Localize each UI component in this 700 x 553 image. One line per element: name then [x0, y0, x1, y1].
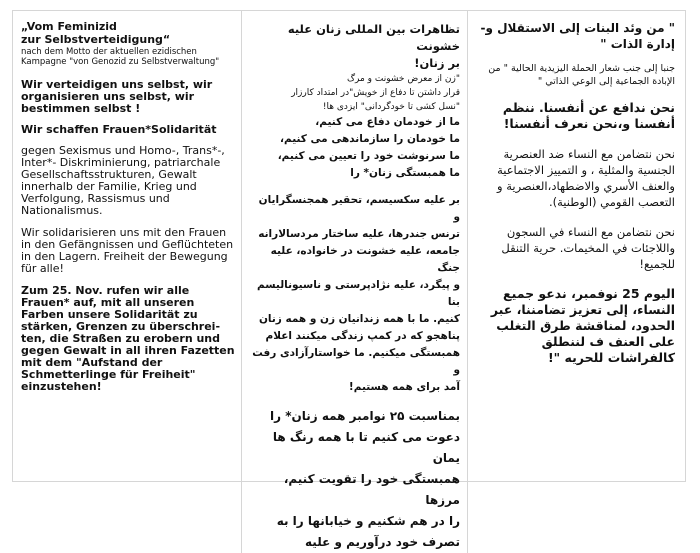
persian-against-line-1: بر علیه سکسیسم، تحقیر همجنسگرایان و	[258, 194, 460, 223]
persian-spacer-2	[250, 396, 460, 406]
arabic-solidarity-paragraph: نحن نتضامن مع النساء في السجون واللاجئات في المخيمات. حرية التنقل للجميع!	[501, 225, 675, 271]
persian-quote-line-3: "نسل کشی تا خودگردانی" ایزدی ها!	[322, 102, 460, 112]
persian-call-line-2: دعوت می کنیم تا با همه رنگ ها یمان	[272, 430, 460, 465]
german-call-to-action: Zum 25. Nov. rufen wir alle Frauen* auf, mit all unseren Farben unsere Solidarität zu stärken, Grenzen zu überschrei-ten, die Straßen zu erobern und gegen Gewalt in all ihren Fazetten mit dem "Aufstand der Schmetterlinge für Freiheit" einzustehen!	[21, 284, 235, 393]
arabic-campaign-note: جنبا إلى جنب شعار الحملة اليزيدية الحالية " من الإبادة الجماعية إلى الوعي الذاتي "	[488, 63, 675, 87]
persian-call-line-1: بمناسبت ۲۵ نوامبر همه زنان* را	[270, 409, 460, 423]
german-solidarity-paragraph: Wir solidarisieren uns mit den Frauen in den Gefängnissen und Geflüchteten in den Lagern. Freiheit der Bewegung für alle!	[21, 226, 234, 275]
persian-against-line-6: پناهجو که در کمپ زندگی میکنند اعلام	[265, 330, 460, 342]
german-column	[13, 11, 241, 553]
german-slogan: Wir verteidigen uns selbst, wir organisieren uns selbst, wir bestimmen selbst !	[21, 78, 213, 115]
persian-against-line-7: همبستگی میکنیم. ما خواستارآزادی رفت و	[252, 347, 460, 376]
persian-call-line-3: همبستگی خود را تقویت کنیم، مرزها	[283, 472, 460, 507]
german-against-paragraph: gegen Sexismus und Homo-, Trans*-, Inter*- Diskriminierung, patriarchale Gesellschaftsstrukturen, Gewalt innerhalb der Familie, Krieg und Verfolgung, Rassismus und Nationalismus.	[21, 144, 225, 217]
persian-against-line-5: کنیم. ما با همه زندانیان زن و همه زنان	[258, 313, 460, 325]
persian-slogan-line-4: ما همبستگی زنان* را	[350, 167, 460, 179]
arabic-call-to-action: اليوم 25 نوفمبر، ندعو جميع النساء، إلى تعزيز تضامننا، عبر الحدود، لمناقشة طرق التغلب على العنف ف لننطلق كالفراشات للحريه "!	[490, 286, 675, 365]
persian-slogan-line-2: ما خودمان را سازماندهی می کنیم،	[279, 133, 460, 145]
persian-title-line-1: تظاهرات بین المللی زنان علیه خشونت	[287, 22, 460, 53]
persian-against-line-8: آمد برای همه هستیم!	[348, 381, 460, 393]
german-title-line-1: „Vom Feminizid	[21, 20, 117, 33]
flyer-page	[12, 10, 686, 549]
german-title-line-2: zur Selbstverteidigung“	[21, 33, 171, 46]
persian-spacer	[250, 182, 460, 192]
persian-quote-line-1: "زن از معرض خشونت و مرگ	[346, 74, 460, 84]
arabic-column	[467, 11, 685, 553]
persian-against-line-4: و پیگرد، علیه نژادپرستی و ناسیونالیسم بنا	[257, 279, 460, 308]
persian-slogan-line-3: ما سرنوشت خود را تعیین می کنیم،	[277, 150, 460, 162]
persian-call-line-4: را در هم شکنیم و خیابانها را به	[276, 514, 460, 528]
persian-slogan-line-1: ما از خودمان دفاع می کنیم،	[315, 116, 460, 128]
german-solidarity-heading: Wir schaffen Frauen*Solidarität	[21, 123, 217, 136]
arabic-slogan: نحن ندافع عن أنفسنا. ننظم أنفسنا و،نحن نعرف أنفسنا!	[502, 100, 675, 131]
persian-column	[241, 11, 467, 553]
arabic-against-paragraph: نحن نتضامن مع النساء ضد العنصرية الجنسية والمثلية ، و التمييز الاجتماعية والعنف الأسري والاضطهاد،العنصرية و التعصب القومي (الوطنية).	[497, 147, 675, 209]
persian-call-line-5: تصرف خود درآوریم و علیه	[305, 535, 460, 549]
german-campaign-note: nach dem Motto der aktuellen ezidischen Kampagne "von Genozid zu Selbstverwaltung"	[21, 47, 220, 67]
persian-against-line-3: جامعه، علیه خشونت در خانواده، علیه جنگ	[270, 245, 460, 274]
persian-title-line-2: بر زنان!	[414, 56, 460, 70]
persian-quote-line-2: قرار داشتن تا دفاع از خویش"در امتداد کارزار	[291, 88, 460, 98]
arabic-title: " من وئد البنات إلى الاستقلال و- إدارة الذات "	[480, 21, 675, 51]
persian-against-line-2: ترنس جندرها، علیه ساختار مردسالارانه	[258, 228, 460, 240]
